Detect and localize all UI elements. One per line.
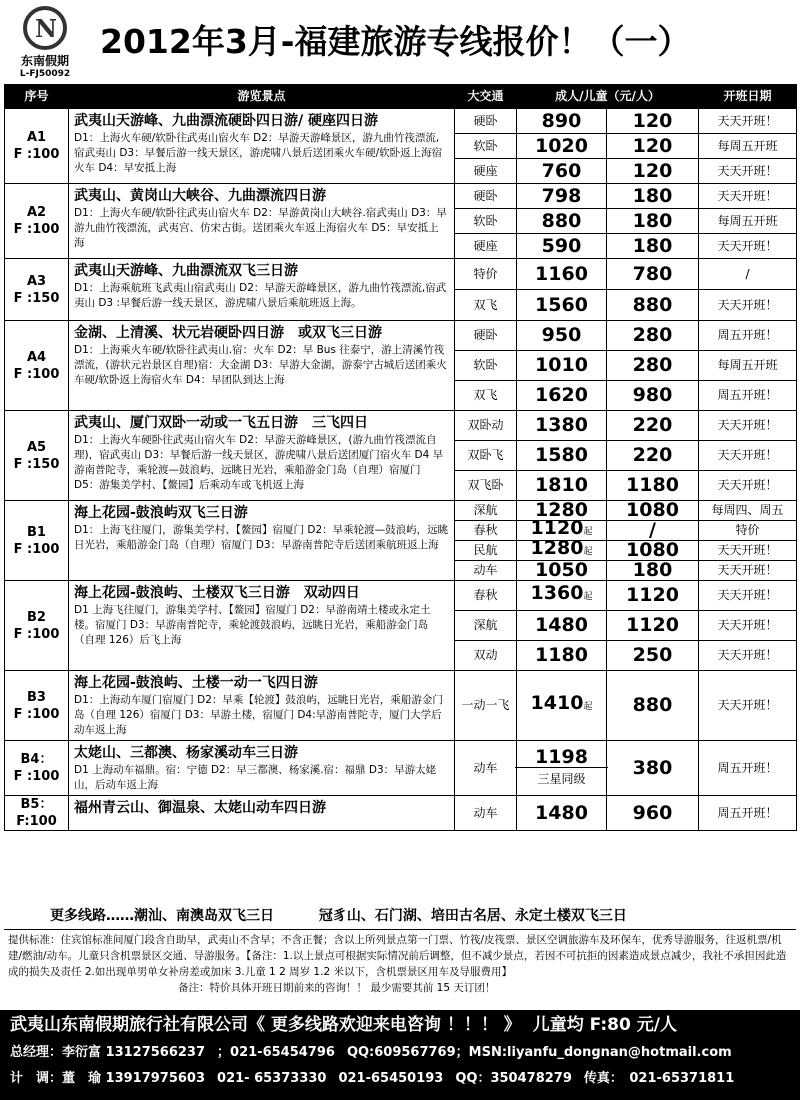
adult-price [517, 134, 607, 159]
transport-type: 双卧飞 [455, 441, 517, 471]
route-info [69, 796, 455, 831]
adult-price [517, 184, 607, 209]
schedule: 周五开班！ [699, 381, 797, 411]
route-desc: D1：上海火车硬/软卧往武夷山宿火车 D2：早游天游峰景区，游九曲竹筏漂流,宿武夷山 D3：早餐后游一线天景区，游虎啸八景后送团乘火车硬/软卧返上海宿火车 D4：早安抵上海 [74, 132, 443, 174]
route-info [69, 109, 455, 184]
more-routes [4, 902, 796, 930]
route-fee: F :100 [13, 366, 60, 382]
route-fee: F :100 [13, 626, 60, 642]
route-code: B2 [27, 609, 46, 625]
adult-price [517, 537, 607, 561]
route-fee: F :100 [13, 706, 60, 722]
price-table [4, 84, 797, 831]
child-price: 380 [607, 741, 699, 796]
adult-price-value: 1180 [535, 644, 588, 666]
adult-price-value: 1480 [535, 614, 588, 636]
adult-price [517, 641, 607, 671]
table-row [5, 741, 797, 796]
route-id [5, 796, 69, 831]
child-price: 220 [607, 411, 699, 441]
route-desc: D1：上海飞往厦门，游集美学村、【鳌园】宿厦门 D2：早乘轮渡—鼓浪屿，远眺日光岩，乘船游金门岛（自理）宿厦门 D3：早游南普陀寺后送团乘航班返上海 [74, 524, 449, 551]
route-id [5, 321, 69, 411]
col-schedule: 开班日期 [699, 85, 797, 109]
adult-price-value: 760 [541, 159, 582, 182]
child-price: 180 [607, 561, 699, 581]
table-row [5, 581, 797, 611]
schedule: 天天开班！ [699, 541, 797, 561]
logo-name: 东南假期 [20, 54, 69, 68]
adult-price-value: 1410 [530, 692, 584, 714]
schedule: 每周四、周五 [699, 501, 797, 521]
route-code: A4 [26, 349, 47, 365]
fax: 传真： 021-65371811 [583, 1071, 735, 1086]
adult-price [517, 209, 607, 234]
adult-price-value: 1050 [535, 559, 588, 581]
route-id [5, 259, 69, 321]
schedule: 天天开班！ [699, 411, 797, 441]
route-desc: D1：上海火车硬卧往武夷山宿火车 D2：早游天游峰景区，(游九曲竹筏漂流自理)，宿武夷山 D3：早餐后游一线天景区，游虎啸八景后送团厦门宿火车 D4 早游南普陀寺，乘轮渡—鼓浪屿，远眺日光岩，乘船游金门岛（自理）宿厦门 D5：游集美学村、【鳌园】后乘动车或飞机返上海 [74, 434, 444, 491]
schedule: 天天开班！ [699, 581, 797, 611]
route-info [69, 321, 455, 411]
route-fee: F :100 [13, 769, 60, 784]
logo-code: L-FJ50092 [19, 69, 71, 79]
transport-type: 动车 [455, 561, 517, 581]
route-id [5, 581, 69, 671]
planner-phone-2: 021-65450193 [338, 1071, 444, 1086]
route-desc: D1 上海动车福鼎。宿：宁德 D2：早三都澳、杨家溪.宿：福鼎 D3：早游太姥山，后动车返上海 [74, 764, 437, 791]
adult-price-value: 590 [541, 234, 582, 257]
transport-type: 软卧 [455, 134, 517, 159]
price-from-note: 起 [583, 527, 593, 537]
adult-price [517, 471, 607, 501]
adult-price [517, 411, 607, 441]
table-row [5, 184, 797, 209]
route-id [5, 741, 69, 796]
schedule: / [699, 259, 797, 290]
more-routes-1: 更多线路……潮汕、南澳岛双飞三日 [50, 908, 274, 924]
adult-price-value: 1380 [535, 414, 588, 436]
schedule: 天天开班！ [699, 561, 797, 581]
route-name: 海上花园-鼓浪屿、土楼双飞三日游 双动四日 [74, 585, 360, 601]
child-price: 1120 [607, 611, 699, 641]
route-info [69, 184, 455, 259]
child-price: 780 [607, 259, 699, 290]
child-fee: 儿童均 F:80 元/人 [532, 1015, 677, 1035]
route-code: B4： [20, 752, 53, 767]
route-code: B5： [20, 797, 53, 812]
table-row [5, 109, 797, 134]
adult-price [517, 234, 607, 259]
transport-type: 民航 [455, 541, 517, 561]
gm-qq: QQ:609567769；MSN:liyanfu_dongnan@hotmail.com [346, 1045, 732, 1060]
route-info [69, 501, 455, 581]
child-price: 1120 [607, 581, 699, 611]
table-header [5, 85, 797, 109]
route-id [5, 109, 69, 184]
adult-price [517, 441, 607, 471]
adult-price [517, 561, 607, 581]
transport-type: 软卧 [455, 351, 517, 381]
header [0, 0, 800, 82]
transport-type: 硬卧 [455, 184, 517, 209]
route-name: 武夷山天游峰、九曲漂流双飞三日游 [74, 263, 298, 279]
transport-type: 特价 [455, 259, 517, 290]
schedule: 周五开班！ [699, 741, 797, 796]
child-price: 280 [607, 321, 699, 351]
child-price: 960 [607, 796, 699, 831]
route-fee: F :150 [13, 290, 60, 306]
schedule: 周五开班！ [699, 796, 797, 831]
route-desc: D1：上海乘火车硬/软卧往武夷山.宿：火车 D2：早 Bus 往泰宁，游上清溪竹筏漂流，(游状元岩景区自理)宿：大金湖 D3：早游大金湖，游泰宁古城后送团乘火车硬/软卧返上海宿火车 D4：早团队到达上海 [74, 344, 447, 386]
schedule: 天天开班！ [699, 109, 797, 134]
price-from-note: 起 [583, 702, 593, 712]
child-price: 1180 [607, 471, 699, 501]
route-info [69, 581, 455, 671]
route-info [69, 411, 455, 501]
adult-price-value: 1010 [535, 354, 588, 376]
schedule: 天天开班！ [699, 441, 797, 471]
route-code: A1 [26, 130, 47, 145]
adult-price-value: 880 [541, 209, 582, 232]
child-price: 180 [607, 184, 699, 209]
table-row [5, 259, 797, 290]
route-code: A5 [26, 439, 47, 455]
transport-type: 双卧动 [455, 411, 517, 441]
schedule: 天天开班！ [699, 159, 797, 184]
schedule: 天天开班！ [699, 290, 797, 321]
adult-price-value: 890 [541, 109, 582, 132]
route-name: 金湖、上清溪、状元岩硬卧四日游 或双飞三日游 [74, 325, 382, 341]
route-desc: D1 上海飞往厦门，游集美学村、【鳌园】宿厦门 D2：早游南靖土楼或永定土楼。宿厦门 D3：早游南普陀寺，乘轮渡鼓浪屿，远眺日光岩，乘船游金门岛（自理 126）后飞上海 [74, 604, 431, 646]
route-desc: D1：上海火车硬/软卧往武夷山宿火车 D2：早游黄岗山大峡谷.宿武夷山 D3：早游九曲竹筏漂流，武夷宫、仿宋古街。送团乘火车返上海宿火车 D5：早安抵上海 [74, 207, 447, 249]
planner-phone-1: 021- 65373330 [217, 1071, 327, 1086]
adult-price-value: 1360 [530, 582, 584, 604]
transport-type: 一动一飞 [455, 671, 517, 741]
schedule: 每周五开班 [699, 209, 797, 234]
schedule: 天天开班！ [699, 641, 797, 671]
child-price: 280 [607, 351, 699, 381]
adult-price [517, 796, 607, 831]
adult-price-value: 950 [541, 324, 582, 346]
table-row [5, 671, 797, 741]
adult-price [517, 290, 607, 321]
transport-type: 春秋 [455, 581, 517, 611]
route-desc: D1：上海乘航班飞武夷山宿武夷山 D2：早游天游峰景区，游九曲竹筏漂流,宿武夷山 D3 :早餐后游一线天景区，游虎啸八景后乘航班返上海。 [74, 282, 447, 309]
adult-price [517, 159, 607, 184]
transport-type: 动车 [455, 796, 517, 831]
child-price: 980 [607, 381, 699, 411]
col-transport: 大交通 [455, 85, 517, 109]
schedule: 天天开班！ [699, 234, 797, 259]
transport-type: 软卧 [455, 209, 517, 234]
route-info [69, 671, 455, 741]
planner-qq: QQ：350478279 [455, 1071, 572, 1086]
adult-price-value: 798 [541, 184, 582, 207]
route-name: 福州青云山、御温泉、太姥山动车四日游 [74, 800, 326, 816]
schedule: 天天开班！ [699, 671, 797, 741]
col-route: 游览景点 [69, 85, 455, 109]
adult-price-value: 1280 [535, 499, 588, 521]
route-code: B1 [27, 524, 46, 540]
child-price: 180 [607, 209, 699, 234]
schedule: 天天开班！ [699, 611, 797, 641]
route-fee: F :150 [13, 456, 60, 472]
route-fee: F :100 [13, 147, 60, 162]
transport-type: 深航 [455, 501, 517, 521]
table-row [5, 321, 797, 351]
route-name: 武夷山、厦门双卧一动或一飞五日游 三飞四日 [74, 415, 368, 431]
route-desc: D1：上海动车厦门宿厦门 D2：早乘【轮渡】鼓浪屿，远眺日光岩，乘船游金门岛（自理 126）宿厦门 D3：早游土楼，宿厦门 D4:早游南普陀寺，厦门大学后动车返上海 [74, 694, 443, 736]
adult-price-value: 1198 [535, 745, 588, 768]
adult-price-value: 1280 [530, 537, 584, 559]
child-price: 250 [607, 641, 699, 671]
transport-type: 春秋 [455, 521, 517, 541]
route-id [5, 501, 69, 581]
adult-price-value: 1480 [535, 801, 588, 824]
adult-price [517, 321, 607, 351]
child-price: 180 [607, 234, 699, 259]
transport-type: 硬卧 [455, 109, 517, 134]
adult-price [517, 381, 607, 411]
more-routes-2: 冠豸山、石门湖、培田古名居、永定土楼双飞三日 [318, 908, 627, 924]
table-row [5, 411, 797, 441]
adult-price [517, 611, 607, 641]
child-price: 880 [607, 671, 699, 741]
route-fee: F:100 [16, 814, 57, 829]
schedule: 每周五开班 [699, 351, 797, 381]
child-price: 120 [607, 109, 699, 134]
planner-contact: 计 调：董 瑜 13917975603 [10, 1071, 206, 1086]
price-from-note: 起 [583, 592, 593, 602]
route-fee: F :100 [13, 541, 60, 557]
schedule: 每周五开班 [699, 134, 797, 159]
route-name: 太姥山、三都澳、杨家溪动车三日游 [74, 745, 298, 761]
transport-type: 双动 [455, 641, 517, 671]
schedule: 特价 [699, 521, 797, 541]
adult-price [517, 741, 607, 796]
route-id [5, 411, 69, 501]
child-price: 220 [607, 441, 699, 471]
route-id [5, 184, 69, 259]
col-price: 成人/儿童（元/人） [517, 85, 699, 109]
child-price: 1080 [607, 501, 699, 521]
adult-price [517, 109, 607, 134]
logo-icon: N [23, 6, 67, 50]
route-info [69, 741, 455, 796]
hotel-grade: 三星同级 [515, 767, 608, 787]
route-fee: F :100 [13, 222, 60, 237]
child-price: 1080 [607, 541, 699, 561]
route-code: B3 [27, 689, 46, 705]
adult-price-value: 1120 [530, 517, 584, 539]
child-price: 880 [607, 290, 699, 321]
page-title: 2012年3月-福建旅游专线报价！（一） [100, 22, 691, 61]
adult-price-value: 1020 [535, 134, 588, 157]
notes-standard: 提供标准：住宾馆标准间厦门段含自助早，武夷山不含早；不含正餐；含以上所列景点第一门票、竹筏/皮筏票、景区空调旅游车及环保车，优秀导游服务，往返机票/机建/燃油/动车。儿童只含机票景区交通、导游服务。【备注：1.以上景点可根据实际情况前后调整，但不减少景点，若因不可抗拒的因素造成景点减少，我社不承担因此造成的损失及责任 2.如出现单男单女补房差或加床 3.儿童 1 2 周岁 1.2 米以下，含机票景区用车及导服费用】 [8, 934, 787, 978]
adult-price [517, 671, 607, 741]
gm-contact: 总经理：李衍富 13127566237 [10, 1045, 206, 1060]
logo [12, 6, 78, 79]
child-price: 120 [607, 134, 699, 159]
adult-price-value: 1160 [535, 262, 588, 285]
transport-type: 硬卧 [455, 321, 517, 351]
route-code: A2 [26, 205, 47, 220]
adult-price-value: 1810 [535, 474, 588, 496]
transport-type: 硬座 [455, 234, 517, 259]
route-info [69, 259, 455, 321]
transport-type: 深航 [455, 611, 517, 641]
transport-type: 双飞 [455, 290, 517, 321]
schedule: 天天开班！ [699, 471, 797, 501]
table-row [5, 501, 797, 521]
company-name: 武夷山东南假期旅行社有限公司《 更多线路欢迎来电咨询 ！！！ 》 [10, 1015, 521, 1035]
transport-type: 硬座 [455, 159, 517, 184]
schedule: 周五开班！ [699, 321, 797, 351]
table-row [5, 796, 797, 831]
transport-type: 双飞 [455, 381, 517, 411]
adult-price [517, 259, 607, 290]
price-from-note: 起 [583, 547, 593, 557]
adult-price [517, 581, 607, 611]
schedule: 天天开班！ [699, 184, 797, 209]
route-name: 武夷山天游峰、九曲漂流硬卧四日游/ 硬座四日游 [74, 113, 378, 129]
route-name: 海上花园-鼓浪屿双飞三日游 [74, 505, 248, 521]
child-price: 120 [607, 159, 699, 184]
adult-price-value: 1560 [535, 293, 588, 316]
col-id: 序号 [5, 85, 69, 109]
adult-price-value: 1580 [535, 444, 588, 466]
transport-type: 双飞卧 [455, 471, 517, 501]
gm-phone: ；021-65454796 [217, 1045, 335, 1060]
footer [0, 1010, 800, 1100]
child-price: / [607, 521, 699, 541]
notes-remark: 备注：特价具体开班日期前来的咨询！！ 最少需要其前 15 天订团！ [178, 982, 496, 994]
route-code: A3 [26, 273, 47, 289]
route-name: 武夷山、黄岗山大峡谷、九曲漂流四日游 [74, 188, 326, 204]
notes [4, 932, 796, 1008]
route-name: 海上花园-鼓浪屿、土楼一动一飞四日游 [74, 675, 318, 691]
route-id [5, 671, 69, 741]
adult-price [517, 351, 607, 381]
adult-price-value: 1620 [535, 384, 588, 406]
transport-type: 动车 [455, 741, 517, 796]
